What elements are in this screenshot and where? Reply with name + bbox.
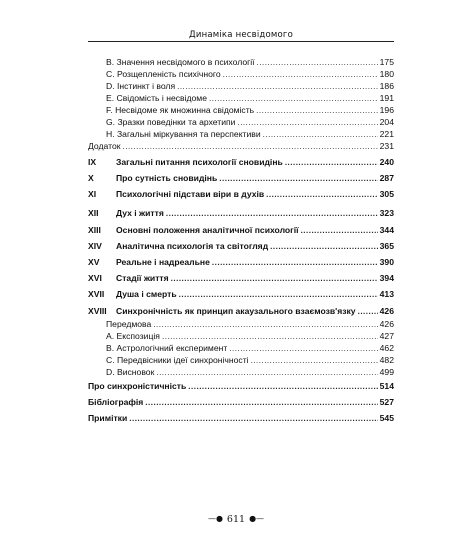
toc-entry [88, 318, 394, 330]
entry-page-number: 365 [379, 241, 394, 251]
entry-page-number: 180 [379, 69, 394, 79]
dot-leader [301, 225, 378, 237]
footer-right-ornament: ●— [249, 514, 265, 523]
toc-entry [88, 354, 394, 366]
entry-page-number: 221 [379, 129, 394, 139]
toc-entry [88, 140, 394, 152]
entry-title: Аналітична психологія та світогляд [116, 241, 269, 251]
entry-title: C. Передвісники ідеї синхронічності [106, 355, 249, 365]
footer-left-ornament: —● [207, 514, 223, 523]
entry-title: Основні положення аналітичної психології [116, 225, 299, 235]
toc-entry [88, 288, 394, 300]
running-header: Динаміка несвідомого [88, 30, 394, 42]
entry-title: Реальне і надреальне [116, 257, 210, 267]
entry-page-number: 462 [379, 343, 394, 353]
entry-page-number: 426 [379, 319, 394, 329]
entry-title: Стадії життя [116, 273, 169, 283]
entry-title: Бібліографія [88, 397, 144, 407]
toc-entry [88, 188, 394, 200]
entry-page-number: 427 [379, 331, 394, 341]
chapter-number: XIII [88, 225, 101, 235]
entry-title: B. Астрологічний експеримент [106, 343, 228, 353]
dot-leader [358, 306, 378, 318]
entry-page-number: 413 [379, 289, 394, 299]
chapter-number: XVII [88, 289, 105, 299]
chapter-number: XVIII [88, 306, 107, 316]
entry-page-number: 482 [379, 355, 394, 365]
toc-entry [88, 156, 394, 168]
entry-page-number: 175 [379, 57, 394, 67]
toc-entry [88, 330, 394, 342]
entry-title: Примітки [88, 413, 128, 423]
entry-page-number: 344 [379, 225, 394, 235]
entry-title: H. Загальні міркування та перспективи [106, 129, 261, 139]
chapter-number: XVI [88, 273, 102, 283]
entry-title: C. Розщепленість психічного [106, 69, 221, 79]
dot-leader [166, 208, 378, 220]
chapter-number: IX [88, 157, 97, 167]
dot-leader [145, 397, 377, 409]
entry-page-number: 499 [379, 367, 394, 377]
dot-leader [270, 241, 378, 253]
dot-leader [219, 173, 377, 185]
chapter-number: X [88, 173, 94, 183]
page-number: 611 [226, 514, 246, 525]
toc-entry [88, 380, 394, 392]
dot-leader [123, 141, 378, 153]
entry-title: Про синхроністичність [88, 381, 187, 391]
dot-leader [266, 189, 378, 201]
toc-entry [88, 256, 394, 268]
entry-page-number: 204 [379, 117, 394, 127]
entry-title: D. Висновок [106, 367, 155, 377]
dot-leader [129, 413, 377, 425]
toc-entry [88, 172, 394, 184]
entry-page-number: 191 [379, 93, 394, 103]
entry-page-number: 196 [379, 105, 394, 115]
entry-page-number: 240 [379, 157, 394, 167]
entry-title: Про сутність сновидінь [116, 173, 218, 183]
dot-leader [188, 381, 377, 393]
entry-page-number: 390 [379, 257, 394, 267]
chapter-number: XIV [88, 241, 102, 251]
entry-title: F. Несвідоме як множинна свідомість [106, 105, 255, 115]
entry-title: Психологічні підстави віри в духів [116, 189, 265, 199]
chapter-number: XI [88, 189, 97, 199]
entry-title: Душа і смерть [116, 289, 177, 299]
toc-entry [88, 240, 394, 252]
toc-entry [88, 366, 394, 378]
toc-entry [88, 412, 394, 424]
entry-page-number: 323 [379, 208, 394, 218]
entry-title: Синхронічність як принцип акаузального взаємозв'язку [116, 306, 356, 316]
entry-title: Додаток [88, 141, 121, 151]
toc-entry [88, 116, 394, 128]
toc-entry [88, 272, 394, 284]
entry-title: A. Експозиція [106, 331, 160, 341]
entry-title: G. Зразки поведінки та архетипи [106, 117, 236, 127]
toc-entry [88, 56, 394, 68]
entry-title: Загальні питання психології сновидінь [116, 157, 283, 167]
entry-page-number: 514 [379, 381, 394, 391]
dot-leader [171, 273, 378, 285]
entry-title: B. Значення несвідомого в психології [106, 57, 255, 67]
dot-leader [212, 257, 378, 269]
toc-entry [88, 80, 394, 92]
toc-entry [88, 128, 394, 140]
entry-page-number: 426 [379, 306, 394, 316]
entry-page-number: 545 [379, 413, 394, 423]
dot-leader [156, 367, 377, 379]
entry-title: Дух і життя [116, 208, 164, 218]
entry-page-number: 186 [379, 81, 394, 91]
toc-entry [88, 92, 394, 104]
chapter-number: XV [88, 257, 100, 267]
dot-leader [179, 289, 378, 301]
entry-page-number: 527 [379, 397, 394, 407]
toc-entry [88, 104, 394, 116]
toc-entry [88, 342, 394, 354]
toc-entry [88, 396, 394, 408]
entry-page-number: 231 [379, 141, 394, 151]
entry-title: E. Свідомість і несвідоме [106, 93, 207, 103]
toc-entry [88, 224, 394, 236]
page-footer [0, 514, 472, 525]
toc-entry [88, 305, 394, 317]
chapter-number: XII [88, 208, 99, 218]
entry-title: D. Інстинкт і воля [106, 81, 176, 91]
entry-page-number: 394 [379, 273, 394, 283]
toc-entry [88, 68, 394, 80]
entry-page-number: 287 [379, 173, 394, 183]
toc-entry [88, 207, 394, 219]
dot-leader [285, 157, 378, 169]
entry-page-number: 305 [379, 189, 394, 199]
entry-title: Передмова [106, 319, 152, 329]
